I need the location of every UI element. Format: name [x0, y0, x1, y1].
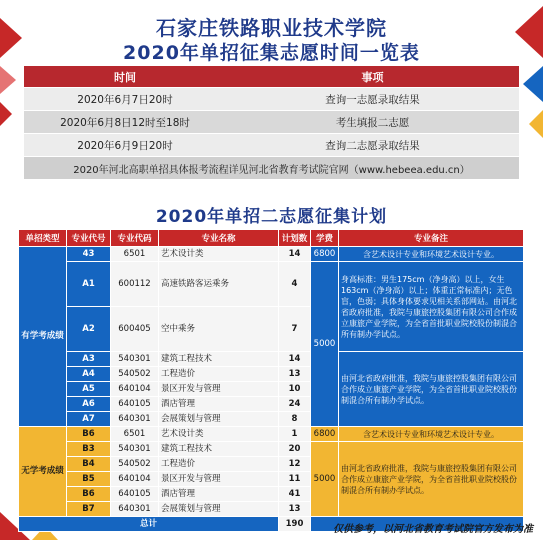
major-number: A3 — [67, 352, 111, 367]
plan-count: 13 — [279, 502, 311, 517]
table-row — [19, 247, 524, 262]
major-number: A6 — [67, 397, 111, 412]
major-number: B7 — [67, 502, 111, 517]
plan-count: 11 — [279, 472, 311, 487]
major-name: 艺术设计类 — [159, 247, 279, 262]
plan-count: 14 — [279, 247, 311, 262]
tuition-fee: 6800 — [311, 247, 339, 262]
major-code: 640301 — [111, 502, 159, 517]
major-name: 艺术设计类 — [159, 427, 279, 442]
schedule-note: 2020年河北高职单招具体报考流程详见河北省教育考试院官网（www.hebeea.edu.cn） — [24, 157, 519, 180]
major-code: 640104 — [111, 472, 159, 487]
schedule-row — [24, 88, 519, 111]
schedule-table — [24, 66, 519, 179]
major-code: 600112 — [111, 262, 159, 307]
plan-count: 24 — [279, 397, 311, 412]
table-row — [19, 427, 524, 442]
major-number: 43 — [67, 247, 111, 262]
major-name: 会展策划与管理 — [159, 412, 279, 427]
schedule-header-row — [24, 66, 519, 88]
plan-count: 14 — [279, 352, 311, 367]
table-row — [19, 352, 524, 367]
schedule-row — [24, 111, 519, 134]
major-code: 540502 — [111, 457, 159, 472]
schedule-item: 查询二志愿录取结果 — [226, 134, 519, 157]
schedule-time: 2020年6月9日20时 — [24, 134, 226, 157]
major-code: 540301 — [111, 352, 159, 367]
major-remark: 由河北省政府批准，我院与康旅控股集团有限公司合作成立康旅产业学院，为全省首批职业院校股份制混合所有制办学试点。 — [339, 352, 524, 427]
major-name: 酒店管理 — [159, 397, 279, 412]
major-code: 6501 — [111, 427, 159, 442]
major-remark: 含艺术设计专业和环境艺术设计专业。 — [339, 247, 524, 262]
major-code: 540502 — [111, 367, 159, 382]
major-number: A5 — [67, 382, 111, 397]
table-row — [19, 442, 524, 457]
plan-header-code: 专业代号 — [67, 230, 111, 247]
plan-count: 13 — [279, 367, 311, 382]
plan-header-type: 单招类型 — [19, 230, 67, 247]
major-number: B4 — [67, 457, 111, 472]
plan-title: 2020年单招二志愿征集计划 — [155, 207, 388, 227]
schedule-time: 2020年6月7日20时 — [24, 88, 226, 111]
plan-header-remark: 专业备注 — [339, 230, 524, 247]
major-name: 建筑工程技术 — [159, 442, 279, 457]
tuition-fee: 5000 — [311, 442, 339, 517]
schedule-item: 查询一志愿录取结果 — [226, 88, 519, 111]
category-cell: 无学考成绩 — [19, 427, 67, 517]
major-number: B5 — [67, 472, 111, 487]
major-code: 540301 — [111, 442, 159, 457]
schedule-title: 2020年单招征集志愿时间一览表 — [123, 42, 420, 64]
major-name: 工程造价 — [159, 367, 279, 382]
footnote: 仅供参考，以河北省教育考试院官方发布为准 — [333, 524, 533, 535]
tuition-fee: 5000 — [311, 262, 339, 427]
major-code: 600405 — [111, 307, 159, 352]
plan-count: 4 — [279, 262, 311, 307]
major-number: B6 — [67, 427, 111, 442]
plan-header-count: 计划数 — [279, 230, 311, 247]
major-number: A7 — [67, 412, 111, 427]
major-code: 640105 — [111, 397, 159, 412]
major-name: 工程造价 — [159, 457, 279, 472]
plan-header-row — [19, 230, 524, 247]
total-count: 190 — [279, 517, 311, 532]
plan-count: 10 — [279, 382, 311, 397]
tuition-fee: 6800 — [311, 427, 339, 442]
major-number: B6 — [67, 487, 111, 502]
major-number: A4 — [67, 367, 111, 382]
schedule-item: 考生填报二志愿 — [226, 111, 519, 134]
major-number: A1 — [67, 262, 111, 307]
plan-count: 1 — [279, 427, 311, 442]
plan-header-fee: 学费 — [311, 230, 339, 247]
major-remark: 由河北省政府批准，我院与康旅控股集团有限公司合作成立康旅产业学院，为全省首批职业院校股份制混合所有制办学试点。 — [339, 442, 524, 517]
schedule-header-time: 时间 — [24, 66, 226, 88]
plan-count: 8 — [279, 412, 311, 427]
plan-table — [18, 229, 524, 532]
plan-header-major-code: 专业代码 — [111, 230, 159, 247]
table-row — [19, 262, 524, 307]
schedule-row — [24, 134, 519, 157]
schedule-header-item: 事项 — [226, 66, 519, 88]
major-name: 酒店管理 — [159, 487, 279, 502]
major-remark: 身高标准：男生175cm（净身高）以上，女生163cm（净身高）以上；体重正常标准内；无色盲，色弱；具体身体要求见相关系部网站。由河北省政府批准，我院与康旅控股集团有限公司合作成立康旅产业学院，为全省首批职业院校股份制混合所有制办学试点。 — [339, 262, 524, 352]
major-code: 6501 — [111, 247, 159, 262]
major-remark: 含艺术设计专业和环境艺术设计专业。 — [339, 427, 524, 442]
major-name: 空中乘务 — [159, 307, 279, 352]
major-name: 会展策划与管理 — [159, 502, 279, 517]
plan-count: 41 — [279, 487, 311, 502]
plan-count: 20 — [279, 442, 311, 457]
plan-header-name: 专业名称 — [159, 230, 279, 247]
plan-count: 12 — [279, 457, 311, 472]
schedule-time: 2020年6月8日12时至18时 — [24, 111, 226, 134]
school-title: 石家庄铁路职业技术学院 — [156, 16, 387, 40]
major-name: 景区开发与管理 — [159, 382, 279, 397]
major-name: 建筑工程技术 — [159, 352, 279, 367]
major-code: 640105 — [111, 487, 159, 502]
major-number: A2 — [67, 307, 111, 352]
major-name: 高速铁路客运乘务 — [159, 262, 279, 307]
total-label: 总计 — [19, 517, 279, 532]
major-code: 640301 — [111, 412, 159, 427]
plan-count: 7 — [279, 307, 311, 352]
category-cell: 有学考成绩 — [19, 247, 67, 427]
major-name: 景区开发与管理 — [159, 472, 279, 487]
major-number: B3 — [67, 442, 111, 457]
major-code: 640104 — [111, 382, 159, 397]
